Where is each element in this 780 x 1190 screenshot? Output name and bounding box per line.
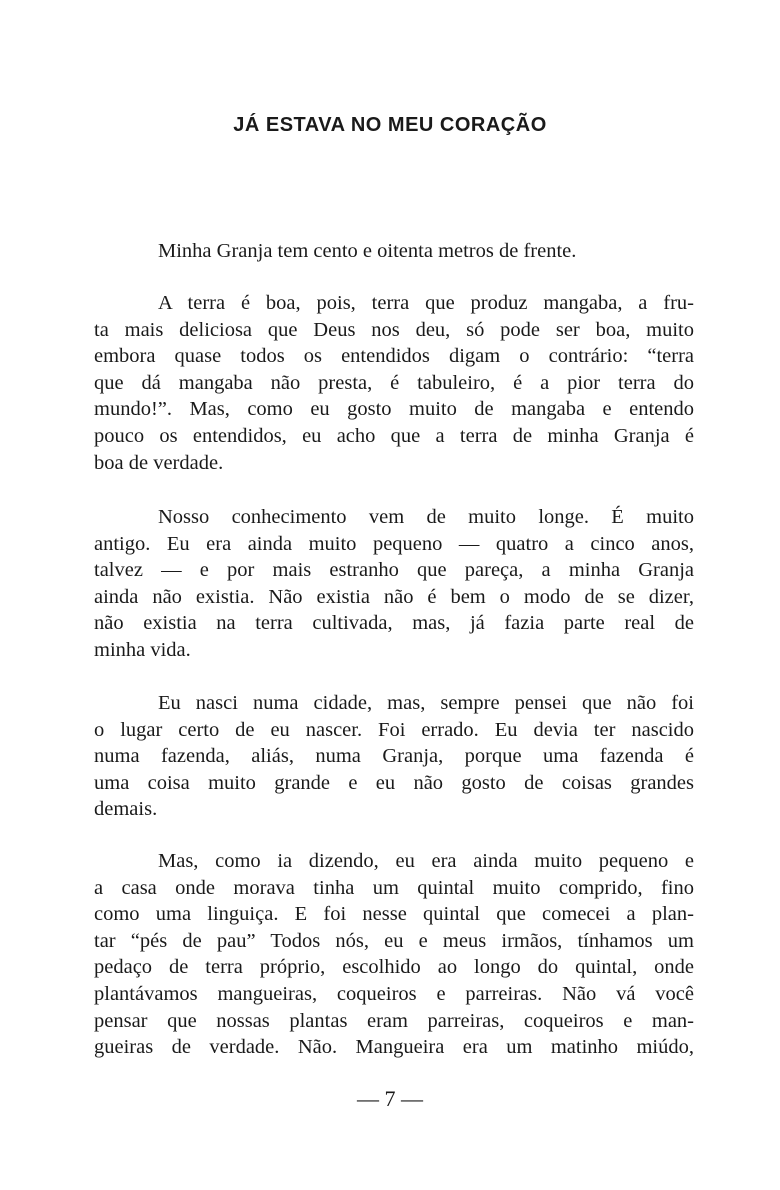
text-line: que dá mangaba não presta, é tabuleiro, é a pior terra do	[94, 371, 694, 394]
paragraph-5	[94, 848, 694, 1061]
text-line: a casa onde morava tinha um quintal muito comprido, fino	[94, 876, 694, 899]
text-line: ta mais deliciosa que Deus nos deu, só pode ser boa, muito	[94, 318, 694, 341]
text-line: plantávamos mangueiras, coqueiros e parreiras. Não vá você	[94, 982, 694, 1005]
paragraph-1	[94, 238, 694, 265]
text-line: ainda não existia. Não existia não é bem o modo de se dizer,	[94, 585, 694, 608]
text-line: Eu nasci numa cidade, mas, sempre pensei que não foi	[158, 692, 694, 714]
text-line: antigo. Eu era ainda muito pequeno — quatro a cinco anos,	[94, 532, 694, 555]
text-line: Minha Granja tem cento e oitenta metros de frente.	[158, 240, 577, 262]
text-line: uma coisa muito grande e eu não gosto de coisas grandes	[94, 771, 694, 794]
page-number: — 7 —	[357, 1086, 423, 1111]
text-line: pedaço de terra próprio, escolhido ao longo do quintal, onde	[94, 956, 694, 979]
text-line: como uma linguiça. E foi nesse quintal que comecei a plan-	[94, 903, 694, 926]
text-line: o lugar certo de eu nascer. Foi errado. Eu devia ter nascido	[94, 718, 694, 741]
text-line: pensar que nossas plantas eram parreiras, coqueiros e man-	[94, 1009, 694, 1032]
text-line: não existia na terra cultivada, mas, já fazia parte real de	[94, 612, 694, 635]
paragraph-4	[94, 690, 694, 823]
text-line: pouco os entendidos, eu acho que a terra de minha Granja é	[94, 424, 694, 447]
paragraph-2	[94, 290, 694, 476]
text-line: talvez — e por mais estranho que pareça, a minha Granja	[94, 559, 694, 582]
text-line: embora quase todos os entendidos digam o contrário: “terra	[94, 345, 694, 368]
text-line: Mas, como ia dizendo, eu era ainda muito pequeno e	[158, 850, 694, 872]
text-line: gueiras de verdade. Não. Mangueira era um matinho miúdo,	[94, 1036, 694, 1059]
text-line: minha vida.	[94, 638, 191, 661]
text-line: demais.	[94, 798, 158, 821]
paragraph-3	[94, 504, 694, 664]
text-line: mundo!”. Mas, como eu gosto muito de mangaba e entendo	[94, 398, 694, 421]
chapter-title: JÁ ESTAVA NO MEU CORAÇÃO	[233, 114, 547, 136]
text-line: Nosso conhecimento vem de muito longe. É muito	[158, 506, 694, 528]
text-line: numa fazenda, aliás, numa Granja, porque uma fazenda é	[94, 745, 694, 768]
text-line: tar “pés de pau” Todos nós, eu e meus irmãos, tínhamos um	[94, 929, 694, 952]
text-line: A terra é boa, pois, terra que produz mangaba, a fru-	[158, 292, 694, 314]
text-line: boa de verdade.	[94, 451, 224, 474]
